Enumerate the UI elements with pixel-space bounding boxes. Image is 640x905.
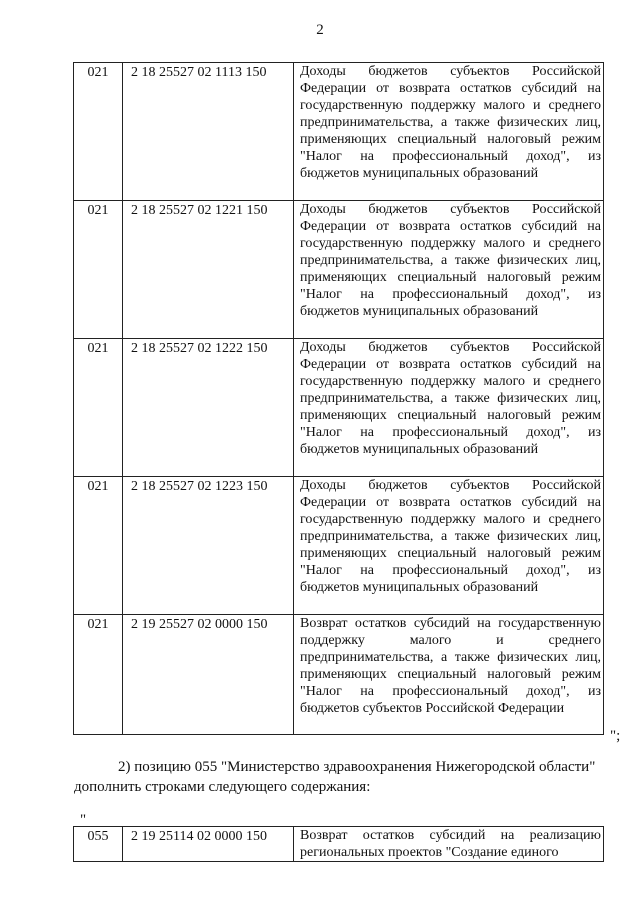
admin-code-cell: 055 bbox=[74, 827, 123, 862]
amendment-paragraph-continuation: дополнить строками следующего содержания: bbox=[74, 779, 371, 795]
admin-code-cell: 021 bbox=[74, 63, 123, 201]
kbk-code-cell: 2 19 25114 02 0000 150 bbox=[123, 827, 294, 862]
table-row bbox=[74, 477, 604, 615]
description-cell bbox=[294, 339, 604, 477]
description-text: Возврат остатков субсидий на реализацию региональных проектов "Создание единого bbox=[300, 828, 601, 860]
description-text: Доходы бюджетов субъектов Российской Федерации от возврата остатков субсидий на государственную поддержку малого и среднего предпринимательства, а также физических лиц, применяющих специальный налоговый режим "Налог на профессиональный доход", из бюджетов муниципальных образований bbox=[300, 202, 601, 319]
kbk-code-cell: 2 18 25527 02 1221 150 bbox=[123, 201, 294, 339]
admin-code-cell: 021 bbox=[74, 339, 123, 477]
table-row bbox=[74, 827, 604, 862]
table-row bbox=[74, 615, 604, 735]
kbk-code-cell: 2 18 25527 02 1113 150 bbox=[123, 63, 294, 201]
revenue-codes-table bbox=[73, 62, 604, 735]
admin-code-cell: 021 bbox=[74, 477, 123, 615]
description-text: Доходы бюджетов субъектов Российской Федерации от возврата остатков субсидий на государственную поддержку малого и среднего предпринимательства, а также физических лиц, применяющих специальный налоговый режим "Налог на профессиональный доход", из бюджетов муниципальных образований bbox=[300, 340, 601, 457]
description-cell bbox=[294, 827, 604, 862]
description-cell bbox=[294, 615, 604, 735]
description-cell bbox=[294, 201, 604, 339]
description-text: Доходы бюджетов субъектов Российской Федерации от возврата остатков субсидий на государственную поддержку малого и среднего предпринимательства, а также физических лиц, применяющих специальный налоговый режим "Налог на профессиональный доход", из бюджетов муниципальных образований bbox=[300, 478, 601, 595]
kbk-code-cell: 2 18 25527 02 1222 150 bbox=[123, 339, 294, 477]
amendment-paragraph: 2) позицию 055 "Министерство здравоохранения Нижегородской области" bbox=[118, 759, 596, 775]
new-rows-table bbox=[73, 826, 604, 862]
description-text: Доходы бюджетов субъектов Российской Федерации от возврата остатков субсидий на государственную поддержку малого и среднего предпринимательства, а также физических лиц, применяющих специальный налоговый режим "Налог на профессиональный доход", из бюджетов муниципальных образований bbox=[300, 64, 601, 181]
description-cell bbox=[294, 477, 604, 615]
table-row bbox=[74, 63, 604, 201]
closing-quote-mark: "; bbox=[610, 728, 621, 744]
table-row bbox=[74, 201, 604, 339]
admin-code-cell: 021 bbox=[74, 615, 123, 735]
kbk-code-cell: 2 19 25527 02 0000 150 bbox=[123, 615, 294, 735]
kbk-code-cell: 2 18 25527 02 1223 150 bbox=[123, 477, 294, 615]
page-number: 2 bbox=[316, 22, 324, 38]
table-row bbox=[74, 339, 604, 477]
admin-code-cell: 021 bbox=[74, 201, 123, 339]
description-cell bbox=[294, 63, 604, 201]
description-text: Возврат остатков субсидий на государственную поддержку малого и среднего предпринимательства, а также физических лиц, применяющих специальный налоговый режим "Налог на профессиональный доход", из бюджетов субъектов Российской Федерации bbox=[300, 616, 601, 716]
opening-quote-mark: " bbox=[80, 812, 87, 828]
